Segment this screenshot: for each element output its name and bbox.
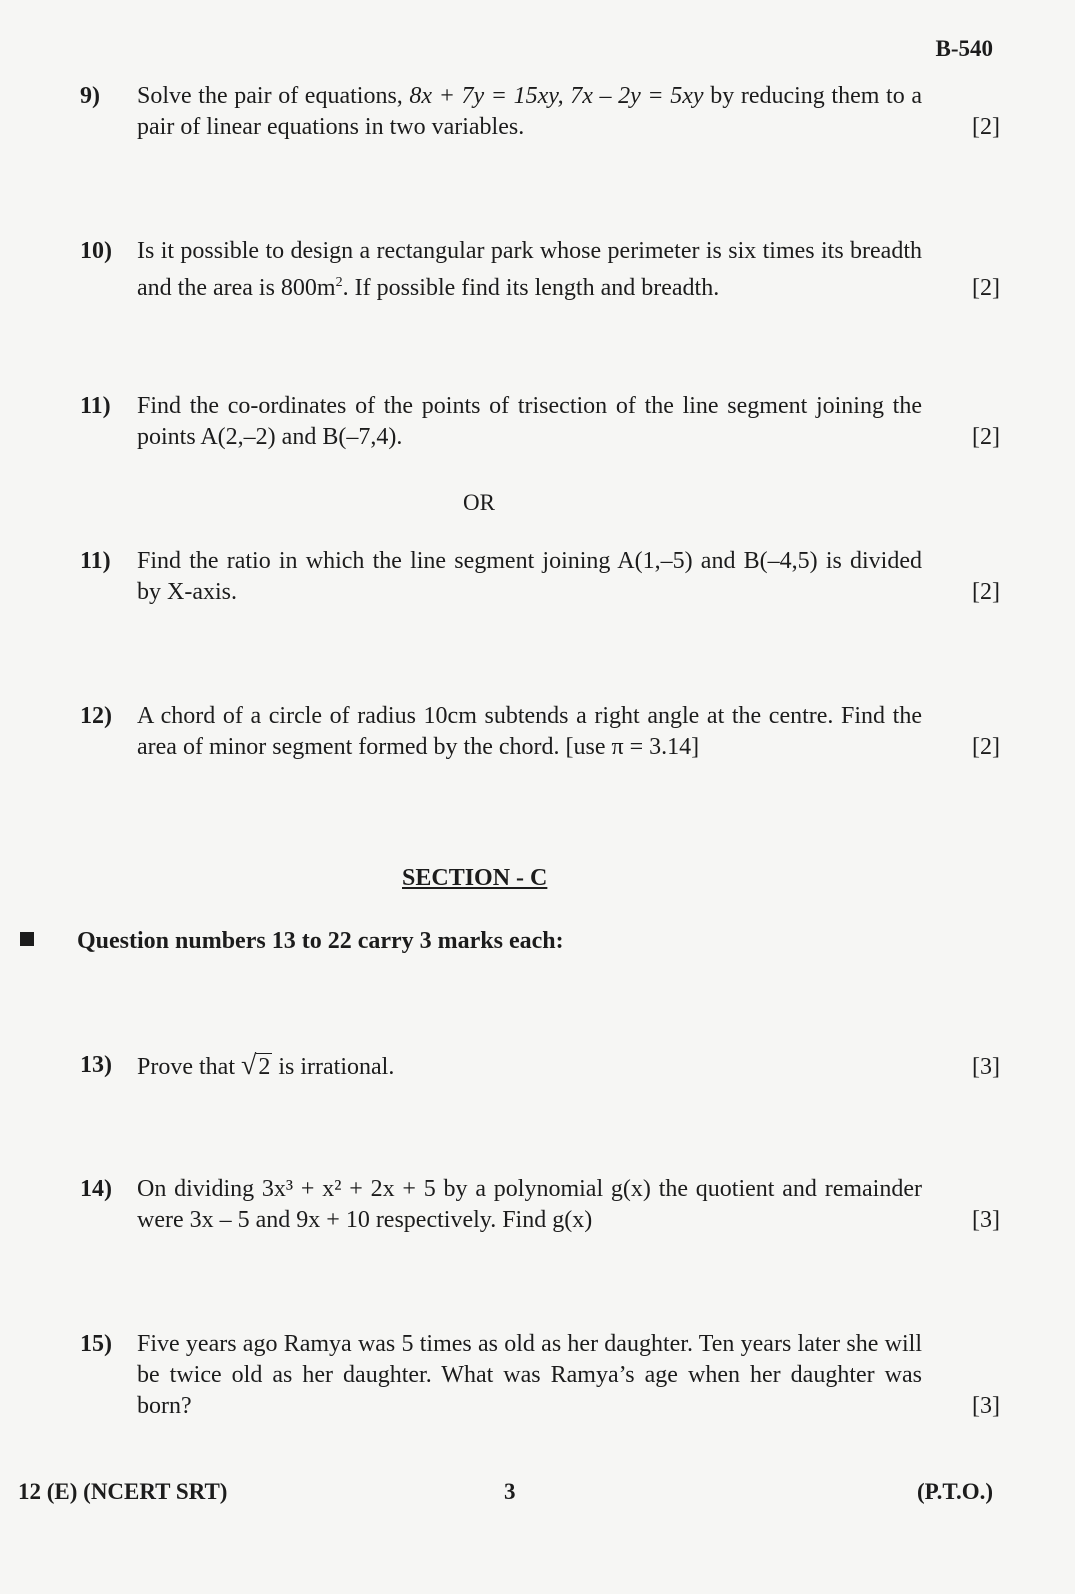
marks: [2] (972, 734, 1000, 760)
question-text: A chord of a circle of radius 10cm subtends a right angle at the centre. Find the area of minor segment formed by the chord. [use π = 3.14] (137, 703, 922, 760)
question-number: 9) (80, 83, 100, 109)
question-14 (80, 1174, 1000, 1236)
marks: [2] (972, 114, 1000, 140)
marks: [3] (972, 1207, 1000, 1233)
question-number: 11) (80, 393, 111, 419)
footer-pto: (P.T.O.) (916, 1479, 993, 1504)
question-text: Prove that √2 is irrational. (137, 1050, 395, 1081)
footer-subject-code: 12 (E) (NCERT SRT) (18, 1479, 228, 1504)
section-title: SECTION - C (402, 865, 548, 891)
question-11a (80, 391, 1000, 453)
question-number: 14) (80, 1176, 112, 1202)
paper-code: B-540 (935, 36, 993, 61)
or-label: OR (463, 490, 495, 515)
question-12 (80, 701, 1000, 763)
marks: [3] (972, 1393, 1000, 1419)
question-13 (80, 1050, 1000, 1083)
question-10 (80, 236, 1000, 304)
question-number: 12) (80, 703, 112, 729)
question-text: Solve the pair of equations, 8x + 7y = 15xy, 7x – 2y = 5xy by reducing them to a pair of linear equations in two variables. (137, 83, 922, 140)
marks: [2] (972, 275, 1000, 301)
question-text: Find the ratio in which the line segment joining A(1,–5) and B(–4,5) is divided by X-axis. (137, 548, 922, 605)
question-text: Five years ago Ramya was 5 times as old as her daughter. Ten years later she will be twice old as her daughter. What was Ramya’s age when her daughter was born? (137, 1331, 922, 1419)
square-root: √2 (240, 1050, 271, 1081)
question-text: Is it possible to design a rectangular park whose perimeter is six times its breadth and the area is $800m^2$. If possible find its length and breadth. (137, 238, 922, 301)
section-instruction: Question numbers 13 to 22 carry 3 marks each: (20, 928, 564, 955)
square-bullet-icon (20, 932, 34, 946)
marks: [2] (972, 579, 1000, 605)
question-number: 15) (80, 1331, 112, 1357)
page-number: 3 (504, 1479, 516, 1504)
marks: [2] (972, 424, 1000, 450)
question-number: 10) (80, 238, 112, 264)
question-11b (80, 546, 1000, 608)
question-15 (80, 1329, 1000, 1422)
question-number: 11) (80, 548, 111, 574)
marks: [3] (972, 1054, 1000, 1080)
equations: 8x + 7y = 15xy, 7x – 2y = 5xy (409, 83, 704, 109)
question-9 (80, 81, 1000, 143)
question-text: On dividing 3x³ + x² + 2x + 5 by a polynomial g(x) the quotient and remainder were 3x – 5 and 9x + 10 respectively. Find g(x) (137, 1176, 922, 1233)
question-number: 13) (80, 1052, 112, 1078)
question-text: Find the co-ordinates of the points of trisection of the line segment joining the points A(2,–2) and B(–7,4). (137, 393, 922, 450)
